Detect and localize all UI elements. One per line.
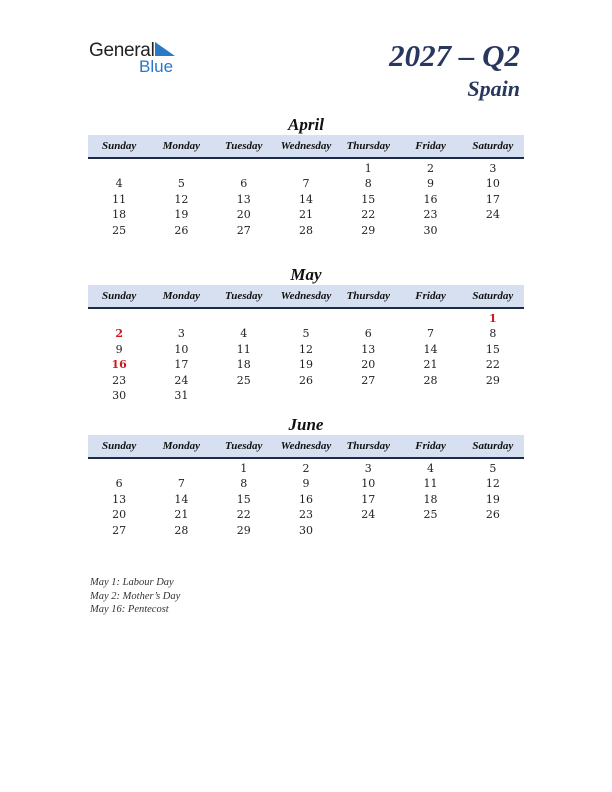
- weekday-header-sunday: Sunday: [102, 440, 137, 452]
- weekday-header-thursday: Thursday: [346, 290, 390, 302]
- day-cell: 25: [423, 508, 438, 522]
- day-cell: 7: [302, 177, 310, 191]
- weekday-header-monday: Monday: [162, 140, 201, 152]
- day-cell: 18: [112, 208, 127, 222]
- day-cell: 17: [485, 192, 500, 206]
- empty-day-cell: [462, 523, 524, 538]
- month-may: [88, 265, 524, 403]
- day-cell: 23: [112, 373, 127, 387]
- day-cell: 24: [361, 508, 376, 522]
- day-cell: 1: [364, 162, 372, 175]
- day-cell: 30: [423, 223, 438, 237]
- empty-day-cell: [275, 311, 337, 326]
- weekday-header-sunday: Sunday: [102, 290, 137, 302]
- empty-day-cell: [462, 223, 524, 238]
- country-name: Spain: [467, 76, 520, 101]
- weekday-header-tuesday: Tuesday: [224, 290, 263, 302]
- day-cell: 12: [485, 477, 500, 491]
- weekday-header-tuesday: Tuesday: [224, 440, 263, 452]
- day-cell: 28: [174, 523, 189, 537]
- day-cell: 27: [361, 373, 376, 387]
- weekday-header-friday: Friday: [415, 440, 446, 452]
- day-cell: 9: [427, 177, 435, 191]
- week-row: [88, 326, 524, 341]
- weekday-header-thursday: Thursday: [346, 440, 390, 452]
- day-cell: 30: [112, 388, 127, 402]
- day-cell: 18: [236, 358, 251, 372]
- day-cell: 3: [364, 462, 372, 475]
- empty-day-cell: [275, 161, 337, 176]
- day-cell: 22: [361, 208, 376, 222]
- weeks: [88, 309, 524, 403]
- weekday-header-row: [88, 135, 524, 159]
- day-cell: 10: [174, 342, 189, 356]
- day-cell: 9: [302, 477, 310, 491]
- empty-day-cell: [275, 388, 337, 403]
- day-cell: 13: [236, 192, 251, 206]
- week-row: [88, 311, 524, 326]
- empty-day-cell: [150, 461, 212, 476]
- week-row: [88, 523, 524, 538]
- day-cell: 11: [423, 477, 438, 491]
- day-cell: 4: [240, 327, 248, 341]
- logo-general-text: General: [89, 40, 155, 61]
- day-cell: 2: [302, 462, 310, 475]
- week-row: [88, 373, 524, 388]
- weekday-header-monday: Monday: [162, 440, 201, 452]
- day-cell: 13: [112, 492, 127, 506]
- day-cell: 20: [112, 508, 127, 522]
- day-cell: 12: [174, 192, 189, 206]
- week-row: [88, 476, 524, 491]
- day-cell: 8: [240, 477, 248, 491]
- day-cell: 26: [298, 373, 313, 387]
- weekday-header-row: [88, 435, 524, 459]
- day-cell: 6: [115, 477, 123, 491]
- day-cell: 13: [361, 342, 376, 356]
- empty-day-cell: [150, 161, 212, 176]
- day-cell: 29: [236, 523, 251, 537]
- day-cell: 15: [361, 192, 376, 206]
- day-cell: 3: [489, 162, 497, 175]
- day-cell: 6: [364, 327, 372, 341]
- weekday-header-sunday: Sunday: [102, 140, 137, 152]
- week-row: [88, 342, 524, 357]
- day-cell: 30: [298, 523, 313, 537]
- weekday-header-thursday: Thursday: [346, 140, 390, 152]
- empty-day-cell: [88, 161, 150, 176]
- day-cell: 7: [427, 327, 435, 341]
- day-cell: 3: [177, 327, 185, 341]
- holiday-note: May 2: Mother’s Day: [90, 590, 181, 602]
- month-name: June: [288, 415, 324, 434]
- month-april: [88, 115, 524, 238]
- day-cell: 22: [485, 358, 500, 372]
- day-cell: 27: [236, 223, 251, 237]
- day-cell: 5: [302, 327, 310, 341]
- day-cell: 29: [485, 373, 500, 387]
- weekday-header-friday: Friday: [415, 140, 446, 152]
- day-cell: 29: [361, 223, 376, 237]
- week-row: [88, 176, 524, 191]
- logo: [89, 40, 189, 76]
- day-cell: 31: [174, 388, 189, 402]
- day-cell: 24: [485, 208, 500, 222]
- day-cell: 24: [174, 373, 189, 387]
- weekday-header-saturday: Saturday: [472, 140, 514, 152]
- day-cell: 16: [423, 192, 438, 206]
- week-row: [88, 492, 524, 507]
- day-cell: 16: [298, 492, 313, 506]
- day-cell: 22: [236, 508, 251, 522]
- day-cell: 2: [115, 327, 123, 341]
- day-cell: 25: [112, 223, 127, 237]
- day-cell: 4: [115, 177, 123, 191]
- empty-day-cell: [213, 161, 275, 176]
- weekday-header-wednesday: Wednesday: [280, 140, 332, 152]
- empty-day-cell: [337, 388, 399, 403]
- week-row: [88, 161, 524, 176]
- day-cell: 7: [177, 477, 185, 491]
- empty-day-cell: [150, 311, 212, 326]
- weekday-header-tuesday: Tuesday: [224, 140, 263, 152]
- day-cell: 21: [423, 358, 438, 372]
- page-title: 2027 – Q2: [389, 38, 520, 73]
- day-cell: 18: [423, 492, 438, 506]
- empty-day-cell: [399, 523, 461, 538]
- day-cell: 19: [485, 492, 500, 506]
- day-cell: 17: [174, 358, 189, 372]
- day-cell: 10: [361, 477, 376, 491]
- day-cell: 2: [427, 162, 435, 175]
- day-cell: 27: [112, 523, 127, 537]
- day-cell: 21: [174, 508, 189, 522]
- day-cell: 1: [489, 312, 497, 325]
- weekday-header-saturday: Saturday: [472, 440, 514, 452]
- day-cell: 17: [361, 492, 376, 506]
- day-cell: 10: [485, 177, 500, 191]
- week-row: [88, 207, 524, 222]
- weekday-header-row: [88, 285, 524, 309]
- day-cell: 11: [112, 192, 127, 206]
- day-cell: 28: [298, 223, 313, 237]
- holiday-note: May 1: Labour Day: [90, 577, 174, 588]
- weeks: [88, 459, 524, 538]
- day-cell: 12: [298, 342, 313, 356]
- day-cell: 1: [240, 462, 248, 475]
- weekday-header-wednesday: Wednesday: [280, 290, 332, 302]
- day-cell: 16: [111, 358, 127, 372]
- day-cell: 15: [236, 492, 251, 506]
- weekday-header-wednesday: Wednesday: [280, 440, 332, 452]
- month-name: May: [290, 265, 322, 284]
- day-cell: 20: [361, 358, 376, 372]
- empty-day-cell: [337, 311, 399, 326]
- empty-day-cell: [88, 311, 150, 326]
- day-cell: 15: [485, 342, 500, 356]
- empty-day-cell: [462, 388, 524, 403]
- day-cell: 26: [485, 508, 500, 522]
- day-cell: 5: [489, 462, 497, 475]
- logo-triangle-icon: [155, 42, 177, 58]
- day-cell: 14: [423, 342, 438, 356]
- weekday-header-friday: Friday: [415, 290, 446, 302]
- day-cell: 26: [174, 223, 189, 237]
- day-cell: 4: [427, 462, 435, 475]
- day-cell: 8: [489, 327, 497, 341]
- logo-blue-text: Blue: [139, 57, 174, 76]
- weekday-header-saturday: Saturday: [472, 290, 514, 302]
- day-cell: 19: [174, 208, 189, 222]
- day-cell: 14: [174, 492, 189, 506]
- day-cell: 21: [298, 208, 313, 222]
- day-cell: 11: [236, 342, 251, 356]
- day-cell: 23: [298, 508, 313, 522]
- day-cell: 25: [236, 373, 251, 387]
- empty-day-cell: [213, 388, 275, 403]
- day-cell: 6: [240, 177, 248, 191]
- day-cell: 20: [236, 208, 251, 222]
- holiday-note: May 16: Pentecost: [90, 604, 169, 615]
- month-june: [88, 415, 524, 538]
- weeks: [88, 159, 524, 238]
- empty-day-cell: [337, 523, 399, 538]
- week-row: [88, 388, 524, 403]
- day-cell: 9: [115, 342, 123, 356]
- weekday-header-monday: Monday: [162, 290, 201, 302]
- day-cell: 5: [177, 177, 185, 191]
- holiday-notes: [90, 576, 180, 617]
- week-row: [88, 192, 524, 207]
- day-cell: 23: [423, 208, 438, 222]
- week-row: [88, 507, 524, 522]
- week-row: [88, 357, 524, 372]
- empty-day-cell: [399, 388, 461, 403]
- empty-day-cell: [213, 311, 275, 326]
- empty-day-cell: [88, 461, 150, 476]
- week-row: [88, 461, 524, 476]
- month-name: April: [288, 115, 324, 134]
- day-cell: 14: [298, 192, 313, 206]
- day-cell: 8: [364, 177, 372, 191]
- day-cell: 19: [298, 358, 313, 372]
- day-cell: 28: [423, 373, 438, 387]
- empty-day-cell: [399, 311, 461, 326]
- week-row: [88, 223, 524, 238]
